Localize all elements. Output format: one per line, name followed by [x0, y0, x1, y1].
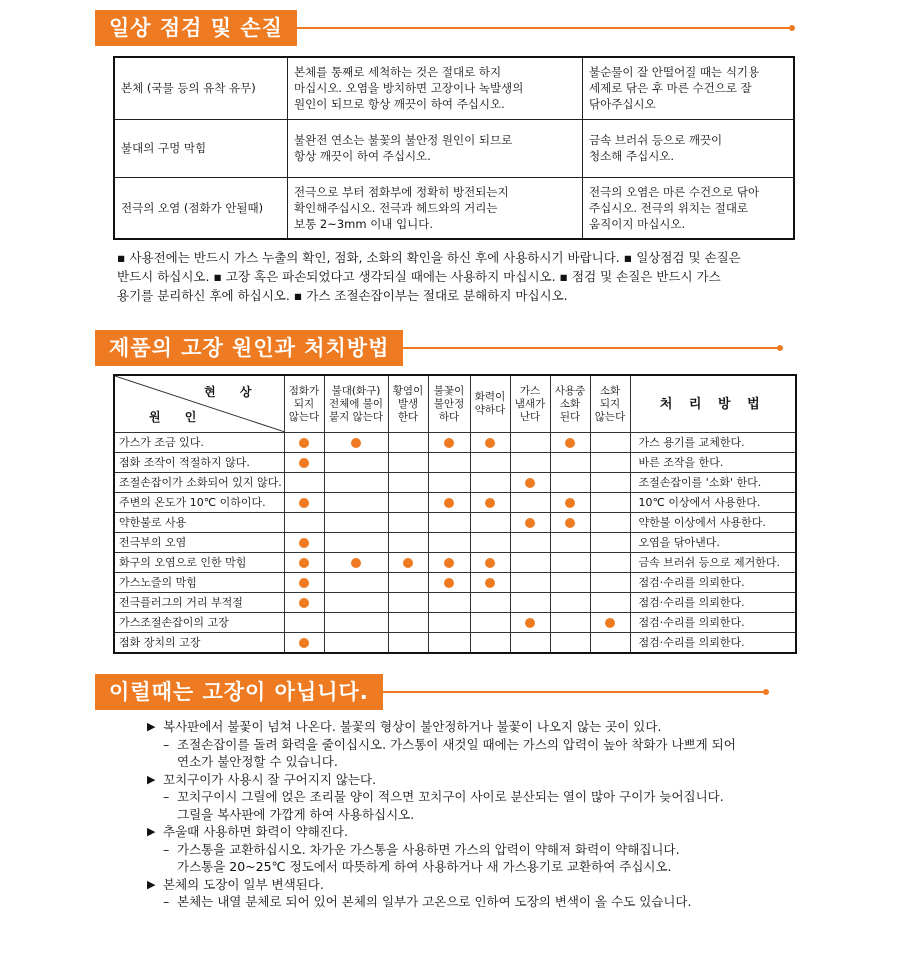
mark-cell	[550, 473, 590, 493]
header-cause-symptom	[114, 375, 284, 433]
note-line: ▪ 사용전에는 반드시 가스 누출의 확인, 점화, 소화의 확인을 하신 후에 사용하시기 바랍니다. ▪ 일상점검 및 손질은	[117, 250, 741, 265]
mark-cell	[590, 493, 630, 513]
care-line: 주십시오. 전극의 위치는 절대로	[589, 200, 749, 215]
mark-cell	[550, 433, 590, 453]
care-line: 전극의 오염은 마른 수건으로 닦아	[589, 184, 760, 199]
symptom-line: 발생	[397, 397, 419, 410]
symptom-line: 점화가	[288, 384, 320, 397]
care-line: 불순물이 잘 안떨어질 때는 식기용	[589, 65, 760, 80]
section3-title: 이럴때는 고장이 아닙니다.	[95, 674, 383, 710]
cause-row	[114, 633, 796, 654]
mark-cell	[388, 573, 428, 593]
maintenance-row	[114, 177, 794, 239]
cause-cell: 점화 조작이 적절하지 않다.	[114, 453, 284, 473]
mark-cell	[590, 473, 630, 493]
orange-dot-marker	[485, 438, 495, 448]
bullet-item	[147, 876, 807, 894]
section1-rule	[297, 27, 791, 29]
mark-cell	[510, 633, 550, 654]
cause-row	[114, 593, 796, 613]
mark-cell	[324, 553, 388, 573]
mark-cell	[590, 593, 630, 613]
mark-cell	[428, 573, 470, 593]
cause-row	[114, 453, 796, 473]
remedy-header: 처 리 방 법	[630, 375, 796, 433]
mark-cell	[470, 433, 510, 453]
mark-cell	[388, 633, 428, 654]
symptom-line: 불꽃이	[433, 384, 465, 397]
mark-cell	[428, 553, 470, 573]
mark-cell	[470, 633, 510, 654]
maintenance-care	[583, 57, 795, 119]
mark-cell	[284, 573, 324, 593]
mark-cell	[470, 573, 510, 593]
mark-cell	[428, 473, 470, 493]
mark-cell	[470, 513, 510, 533]
cause-cell: 조절손잡이가 소화되어 있지 않다.	[114, 473, 284, 493]
mark-cell	[284, 553, 324, 573]
orange-dot-marker	[403, 558, 413, 568]
triangle-bullet-icon: ▶	[147, 825, 156, 838]
mark-cell	[428, 533, 470, 553]
remedy-cell: 점검·수리를 의뢰한다.	[630, 633, 796, 654]
dash-mark: –	[163, 894, 170, 909]
mark-cell	[510, 573, 550, 593]
mark-cell	[590, 633, 630, 654]
mark-cell	[284, 493, 324, 513]
section1-title: 일상 점검 및 손질	[95, 10, 297, 46]
mark-cell	[428, 513, 470, 533]
mark-cell	[428, 593, 470, 613]
mark-cell	[284, 513, 324, 533]
symptom-header	[324, 375, 388, 433]
cause-cell: 화구의 오염으로 인한 막힘	[114, 553, 284, 573]
mark-cell	[324, 453, 388, 473]
bullet-sub	[147, 736, 807, 754]
care-line: 세제로 닦은 후 마른 수건으로 잘	[589, 81, 752, 96]
troubleshooting-table	[113, 374, 797, 654]
triangle-bullet-icon: ▶	[147, 720, 156, 733]
mark-cell	[388, 453, 428, 473]
symptom-line: 소화	[599, 384, 621, 397]
mark-cell	[470, 613, 510, 633]
check-line: 마십시오. 오염을 방치하면 고장이나 녹발생의	[294, 81, 524, 96]
symptom-label: 현 상	[204, 385, 262, 399]
mark-cell	[590, 453, 630, 473]
cause-row	[114, 573, 796, 593]
cause-cell: 전극부의 오염	[114, 533, 284, 553]
symptom-line: 황염이	[392, 384, 424, 397]
orange-dot-marker	[299, 538, 309, 548]
mark-cell	[388, 593, 428, 613]
cause-cell: 가스노즐의 막힘	[114, 573, 284, 593]
sub-continuation: 가스통을 20~25℃ 정도에서 따뜻하게 하여 사용하거나 새 가스용기로 교환하여 주십시오.	[177, 859, 672, 874]
cause-row	[114, 473, 796, 493]
orange-dot-marker	[444, 558, 454, 568]
orange-dot-marker	[299, 558, 309, 568]
cause-row	[114, 533, 796, 553]
maintenance-check	[288, 119, 583, 177]
symptom-line: 되지	[293, 397, 315, 410]
orange-dot-marker	[525, 618, 535, 628]
symptom-line: 한다	[397, 410, 419, 423]
mark-cell	[388, 433, 428, 453]
sub-continuation: 그릴을 복사판에 가깝게 하여 사용하십시오.	[177, 806, 415, 822]
mark-cell	[550, 453, 590, 473]
mark-cell	[324, 513, 388, 533]
sub-continuation: 연소가 불안정할 수 있습니다.	[177, 754, 338, 769]
bullet-item	[147, 718, 807, 736]
mark-cell	[428, 613, 470, 633]
symptom-header	[428, 375, 470, 433]
mark-cell	[550, 573, 590, 593]
bullet-sub	[147, 788, 807, 806]
mark-cell	[324, 573, 388, 593]
section1-rule-dot	[789, 25, 795, 31]
symptom-header	[388, 375, 428, 433]
mark-cell	[470, 553, 510, 573]
mark-cell	[284, 593, 324, 613]
cause-label: 원 인	[149, 410, 207, 424]
mark-cell	[428, 493, 470, 513]
mark-cell	[510, 433, 550, 453]
mark-cell	[550, 553, 590, 573]
remedy-cell: 점검·수리를 의뢰한다.	[630, 593, 796, 613]
note-line: 반드시 하십시오. ▪ 고장 혹은 파손되었다고 생각되실 때에는 사용하지 마십시오. ▪ 점검 및 손질은 반드시 가스	[117, 269, 721, 284]
not-a-fault-list	[147, 718, 807, 911]
cause-row	[114, 433, 796, 453]
mark-cell	[590, 613, 630, 633]
mark-cell	[510, 593, 550, 613]
orange-dot-marker	[351, 558, 361, 568]
maintenance-check	[288, 57, 583, 119]
cause-cell: 전극플러그의 거리 부적절	[114, 593, 284, 613]
orange-dot-marker	[605, 618, 615, 628]
cause-row	[114, 553, 796, 573]
sub-text: 꼬치구이시 그릴에 얹은 조리물 양이 적으면 꼬치구이 사이로 분산되는 열이 많아 구이가 늦어집니다.	[177, 789, 724, 804]
mark-cell	[550, 633, 590, 654]
orange-dot-marker	[565, 518, 575, 528]
maintenance-care	[583, 177, 795, 239]
mark-cell	[388, 473, 428, 493]
symptom-line: 않는다	[288, 410, 320, 423]
orange-dot-marker	[525, 478, 535, 488]
remedy-cell: 오염을 닦아낸다.	[630, 533, 796, 553]
mark-cell	[510, 513, 550, 533]
mark-cell	[388, 553, 428, 573]
maintenance-care	[583, 119, 795, 177]
mark-cell	[470, 593, 510, 613]
sub-text: 본체는 내열 분체로 되어 있어 본체의 일부가 고온으로 인하여 도장의 변색이 올 수도 있습니다.	[177, 894, 692, 909]
bullet-item	[147, 823, 807, 841]
mark-cell	[550, 533, 590, 553]
cause-cell: 주변의 온도가 10℃ 이하이다.	[114, 493, 284, 513]
mark-cell	[590, 573, 630, 593]
maintenance-item: 본체 (국물 등의 유착 유무)	[114, 57, 288, 119]
symptom-header	[470, 375, 510, 433]
mark-cell	[284, 453, 324, 473]
remedy-cell: 금속 브러쉬 등으로 제거한다.	[630, 553, 796, 573]
dash-mark: –	[163, 789, 170, 804]
section2-header	[95, 330, 783, 366]
orange-dot-marker	[351, 438, 361, 448]
orange-dot-marker	[299, 458, 309, 468]
mark-cell	[510, 493, 550, 513]
care-line: 닦아주십시오	[589, 97, 656, 112]
triangle-bullet-icon: ▶	[147, 772, 156, 786]
check-line: 원인이 되므로 항상 깨끗이 하여 주십시오.	[294, 97, 505, 112]
section3-rule-dot	[763, 689, 769, 695]
mark-cell	[510, 613, 550, 633]
symptom-line: 않는다	[594, 410, 626, 423]
mark-cell	[388, 493, 428, 513]
cause-cell: 가스가 조금 있다.	[114, 433, 284, 453]
mark-cell	[590, 533, 630, 553]
symptom-line: 전체에 불이	[328, 397, 384, 410]
orange-dot-marker	[565, 438, 575, 448]
bullet-text: 꼬치구이가 사용시 잘 구어지지 않는다.	[163, 771, 377, 787]
dash-mark: –	[163, 841, 170, 857]
orange-dot-marker	[299, 578, 309, 588]
symptom-line: 불안정	[433, 397, 465, 410]
section3-rule	[383, 691, 765, 693]
mark-cell	[324, 633, 388, 654]
bullet-text: 복사판에서 불꽃이 넘쳐 나온다. 불꽃의 형상이 불안정하거나 불꽃이 나오지 않는 곳이 있다.	[163, 719, 662, 734]
orange-dot-marker	[299, 498, 309, 508]
orange-dot-marker	[444, 498, 454, 508]
bullet-item	[147, 771, 807, 789]
bullet-text: 본체의 도장이 일부 변색된다.	[163, 876, 324, 892]
mark-cell	[388, 533, 428, 553]
symptom-line: 화력이	[474, 391, 506, 403]
symptom-line: 되지	[599, 397, 621, 410]
check-line: 확인해주십시오. 전극과 헤드와의 거리는	[294, 200, 498, 215]
mark-cell	[324, 473, 388, 493]
orange-dot-marker	[525, 518, 535, 528]
note-line: 용기를 분리하신 후에 하십시오. ▪ 가스 조절손잡이부는 절대로 분해하지 마십시오.	[117, 288, 568, 303]
bullet-sub	[147, 893, 807, 911]
orange-dot-marker	[299, 638, 309, 648]
symptom-header	[510, 375, 550, 433]
bullet-sub	[147, 841, 807, 859]
section2-title: 제품의 고장 원인과 처치방법	[95, 330, 403, 366]
symptom-line: 사용중	[554, 384, 586, 397]
maintenance-row	[114, 57, 794, 119]
cause-cell: 약한불로 사용	[114, 513, 284, 533]
orange-dot-marker	[485, 578, 495, 588]
mark-cell	[388, 513, 428, 533]
remedy-cell: 점검·수리를 의뢰한다.	[630, 573, 796, 593]
section1-header	[95, 10, 795, 46]
orange-dot-marker	[485, 498, 495, 508]
cause-row	[114, 513, 796, 533]
care-line: 청소해 주십시오.	[589, 149, 675, 163]
mark-cell	[324, 533, 388, 553]
mark-cell	[428, 633, 470, 654]
symptom-line: 냄새가	[514, 397, 546, 410]
maintenance-check	[288, 177, 583, 239]
check-line: 불완전 연소는 불꽃의 불안정 원인이 되므로	[294, 133, 513, 147]
mark-cell	[550, 613, 590, 633]
mark-cell	[324, 593, 388, 613]
symptom-line: 가스	[519, 384, 541, 397]
symptom-header	[590, 375, 630, 433]
orange-dot-marker	[444, 438, 454, 448]
mark-cell	[470, 453, 510, 473]
maintenance-item: 전극의 오염 (점화가 안될때)	[114, 177, 288, 239]
remedy-cell: 바른 조작을 한다.	[630, 453, 796, 473]
mark-cell	[510, 473, 550, 493]
dash-mark: –	[163, 736, 170, 752]
mark-cell	[510, 453, 550, 473]
remedy-cell: 10℃ 이상에서 사용한다.	[630, 493, 796, 513]
sub-text: 조절손잡이를 돌려 화력을 줄이십시오. 가스통이 새것일 때에는 가스의 압력이 높아 착화가 나쁘게 되어	[177, 736, 736, 752]
mark-cell	[324, 613, 388, 633]
mark-cell	[470, 493, 510, 513]
care-line: 움직이지 마십시오.	[589, 216, 686, 231]
remedy-cell: 점검·수리를 의뢰한다.	[630, 613, 796, 633]
cause-row	[114, 493, 796, 513]
symptom-line: 난다	[519, 410, 541, 423]
symptom-line: 불대(화구)	[331, 384, 381, 397]
orange-dot-marker	[565, 498, 575, 508]
symptom-line: 소화	[559, 397, 581, 410]
symptom-line: 하다	[438, 410, 460, 423]
orange-dot-marker	[299, 598, 309, 608]
maintenance-table	[113, 56, 795, 240]
mark-cell	[510, 533, 550, 553]
mark-cell	[470, 473, 510, 493]
mark-cell	[324, 493, 388, 513]
mark-cell	[590, 553, 630, 573]
maintenance-notes	[117, 248, 797, 305]
mark-cell	[550, 493, 590, 513]
orange-dot-marker	[299, 438, 309, 448]
maintenance-item: 불대의 구멍 막힘	[114, 119, 288, 177]
orange-dot-marker	[444, 578, 454, 588]
mark-cell	[284, 613, 324, 633]
orange-dot-marker	[485, 558, 495, 568]
mark-cell	[284, 433, 324, 453]
remedy-cell: 약한불 이상에서 사용한다.	[630, 513, 796, 533]
cause-cell: 점화 장치의 고장	[114, 633, 284, 654]
maintenance-row	[114, 119, 794, 177]
triangle-bullet-icon: ▶	[147, 877, 156, 891]
remedy-cell: 가스 용기를 교체한다.	[630, 433, 796, 453]
remedy-cell: 조절손잡이를 '소화' 한다.	[630, 473, 796, 493]
symptom-header	[284, 375, 324, 433]
sub-text: 가스통을 교환하십시오. 차가운 가스통을 사용하면 가스의 압력이 약해져 화력이 약해집니다.	[177, 841, 680, 857]
mark-cell	[324, 433, 388, 453]
cause-row	[114, 613, 796, 633]
symptom-line: 된다	[559, 410, 581, 423]
mark-cell	[510, 553, 550, 573]
symptom-header	[550, 375, 590, 433]
symptom-line: 약하다	[474, 404, 506, 416]
mark-cell	[284, 633, 324, 654]
check-line: 전극으로 부터 점화부에 정확히 방전되는지	[294, 184, 509, 199]
cause-cell: 가스조절손잡이의 고장	[114, 613, 284, 633]
check-line: 본체를 통째로 세척하는 것은 절대로 하지	[294, 65, 502, 80]
section2-rule-dot	[777, 345, 783, 351]
mark-cell	[550, 593, 590, 613]
symptom-line: 붙지 않는다	[328, 410, 384, 423]
check-line: 항상 깨끗이 하여 주십시오.	[294, 149, 431, 163]
care-line: 금속 브러쉬 등으로 깨끗이	[589, 133, 723, 147]
mark-cell	[284, 533, 324, 553]
mark-cell	[590, 513, 630, 533]
mark-cell	[428, 453, 470, 473]
section2-rule	[403, 347, 779, 349]
bullet-text: 추울때 사용하면 화력이 약해진다.	[163, 824, 348, 839]
check-line: 보통 2~3mm 이내 입니다.	[294, 216, 434, 231]
mark-cell	[470, 533, 510, 553]
mark-cell	[428, 433, 470, 453]
mark-cell	[284, 473, 324, 493]
section3-header	[95, 674, 769, 710]
mark-cell	[388, 613, 428, 633]
mark-cell	[550, 513, 590, 533]
mark-cell	[590, 433, 630, 453]
